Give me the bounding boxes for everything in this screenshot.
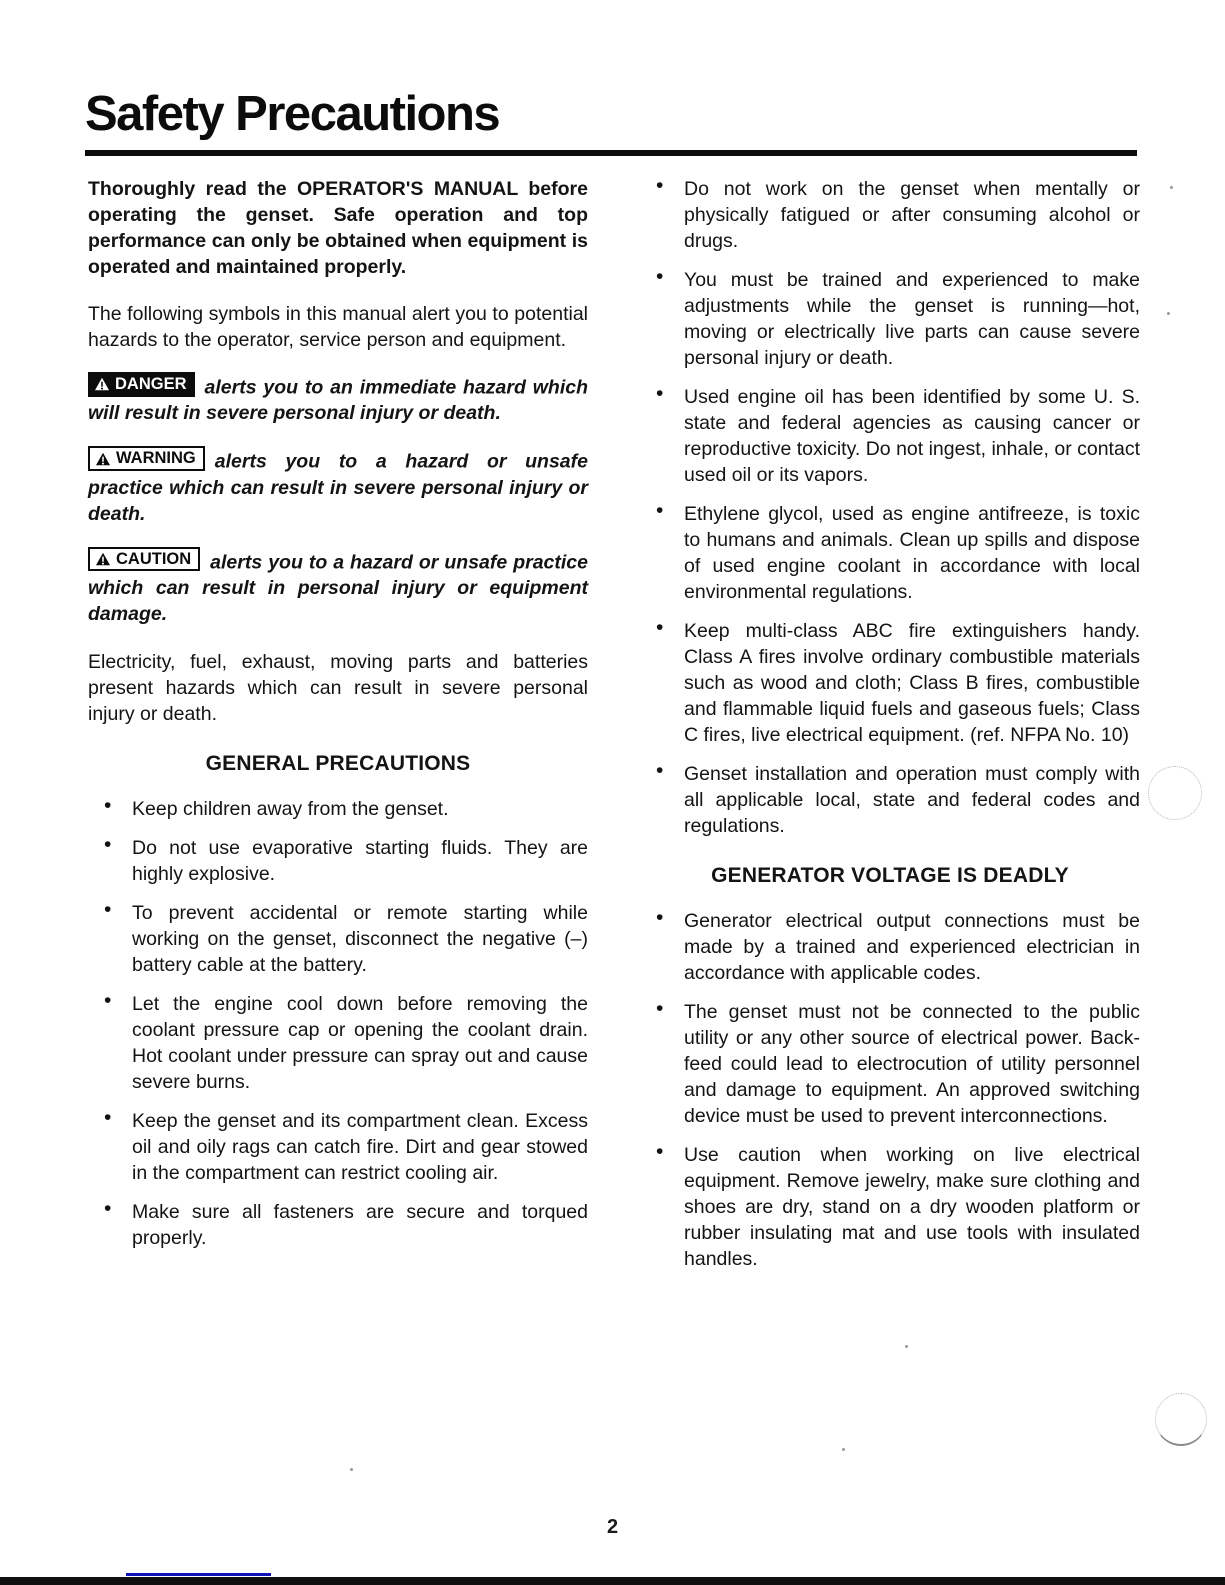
bullet-icon: • [656,499,664,522]
page-title: Safety Precautions [85,87,500,141]
list-item [640,501,1140,605]
list-item [88,897,588,978]
scan-speck [1167,312,1170,315]
list-item [88,1196,588,1251]
list-item-text: Used engine oil has been identified by some U. S. state and federal agencies as causing cancer or reproductive toxicity. Do not ingest, inhale, or contact used oil or its vapors. [684,386,1140,486]
bullet-icon: • [104,988,112,1012]
list-item-text: Use caution when working on live electrical equipment. Remove jewelry, make sure clothing and shoes are dry, stand on a dry wooden platform or rubber insulating mat and use tools with insulated handles. [684,1144,1140,1270]
bullet-icon: • [656,1140,664,1163]
danger-label [88,372,195,397]
scan-blue-line [126,1573,271,1576]
generator-voltage-heading: GENERATOR VOLTAGE IS DEADLY [711,864,1069,887]
left-column [88,176,588,1264]
danger-label-text: DANGER [115,375,187,393]
scan-speck [905,1345,908,1348]
danger-text: alerts you to an immediate hazard which will result in severe personal injury or death. [88,376,588,425]
bullet-icon: • [656,997,664,1020]
intro-paragraph: The following symbols in this manual alert you to potential hazards to the operator, service person and equipment. [88,303,588,351]
bullet-icon: • [656,265,664,288]
bullet-icon: • [104,832,112,856]
warning-text: alerts you to a hazard or unsafe practice which can result in severe personal injury or death. [88,450,588,525]
list-item-text: Keep multi-class ABC fire extinguishers handy. Class A fires involve ordinary combustible materials such as wood and cloth; Class B fires, combustible and flammable liquid fuels and gaseous fuels; Class C fires, live electrical equipment. (ref. NFPA No. 10) [684,620,1140,746]
list-item-text: The genset must not be connected to the public utility or any other source of electrical power. Back-feed could lead to electrocution of utility personnel and damage to equipment. An approved switching device must be used to prevent interconnections. [684,1001,1140,1127]
caution-label-text: CAUTION [116,549,192,568]
caution-definition [88,549,588,627]
list-item [640,908,1140,986]
scan-speck [842,1448,845,1451]
hole-punch-mark [1155,1393,1207,1446]
warning-label-text: WARNING [116,449,196,468]
list-item-text: Ethylene glycol, used as engine antifreeze, is toxic to humans and animals. Clean up spills and dispose of used engine coolant in accordance with local environmental regulations. [684,503,1140,603]
scan-speck [1170,186,1173,189]
list-item [640,267,1140,371]
list-item-text: Do not use evaporative starting fluids. They are highly explosive. [132,836,588,885]
danger-definition [88,374,588,426]
list-item [640,384,1140,488]
hole-punch-mark [1148,766,1202,820]
list-item [640,176,1140,254]
bullet-icon: • [656,906,664,929]
list-item-text: Keep the genset and its compartment clean. Excess oil and oily rags can catch fire. Dirt and gear stowed in the compartment can restrict cooling air. [132,1109,588,1184]
general-precautions-heading: GENERAL PRECAUTIONS [205,751,471,775]
list-item [640,999,1140,1129]
caution-text: alerts you to a hazard or unsafe practice which can result in personal injury or equipment damage. [88,550,588,625]
warning-label [88,446,205,471]
scan-bottom-edge [0,1577,1225,1585]
list-item-text: To prevent accidental or remote starting while working on the genset, disconnect the negative (–) battery cable at the battery. [132,901,588,976]
list-item-text: Generator electrical output connections must be made by a trained and experienced electrician in accordance with applicable codes. [684,910,1140,984]
list-item-text: Genset installation and operation must comply with all applicable local, state and federal codes and regulations. [684,763,1140,837]
list-item-text: Let the engine cool down before removing the coolant pressure cap or opening the coolant drain. Hot coolant under pressure can spray out and cause severe burns. [132,992,588,1093]
list-item [640,761,1140,839]
list-item-text: You must be trained and experienced to make adjustments while the genset is running—hot, moving or electrically live parts can cause severe personal injury or death. [684,269,1140,369]
bullet-icon: • [656,174,664,197]
bullet-icon: • [104,1105,112,1129]
title-underline [85,150,1137,156]
list-item [88,832,588,887]
list-item [640,1142,1140,1272]
bullet-icon: • [656,382,664,405]
bullet-icon: • [656,759,664,782]
bullet-icon: • [104,1196,112,1220]
list-item [640,618,1140,748]
list-item [88,988,588,1095]
list-item [88,1105,588,1186]
page-number: 2 [606,1516,619,1538]
bullet-icon: • [104,793,112,817]
list-item-text: Do not work on the genset when mentally or physically fatigued or after consuming alcohol or drugs. [684,178,1140,252]
warning-triangle-icon [95,452,111,466]
list-item [88,793,588,822]
hazards-note: Electricity, fuel, exhaust, moving parts and batteries present hazards which can result in severe personal injury or death. [88,650,588,725]
warning-triangle-icon [94,377,110,391]
scan-speck [350,1468,353,1471]
list-item-text: Make sure all fasteners are secure and torqued properly. [132,1200,588,1249]
right-column [640,176,1140,1285]
caution-label [88,547,200,572]
list-item-text: Keep children away from the genset. [132,797,449,820]
bullet-icon: • [104,897,112,921]
bullet-icon: • [656,616,664,639]
intro-paragraph-bold: Thoroughly read the OPERATOR'S MANUAL before operating the genset. Safe operation and top performance can only be obtained when equipment is operated and maintained properly. [88,178,588,278]
warning-definition [88,448,588,526]
warning-triangle-icon [95,552,111,566]
